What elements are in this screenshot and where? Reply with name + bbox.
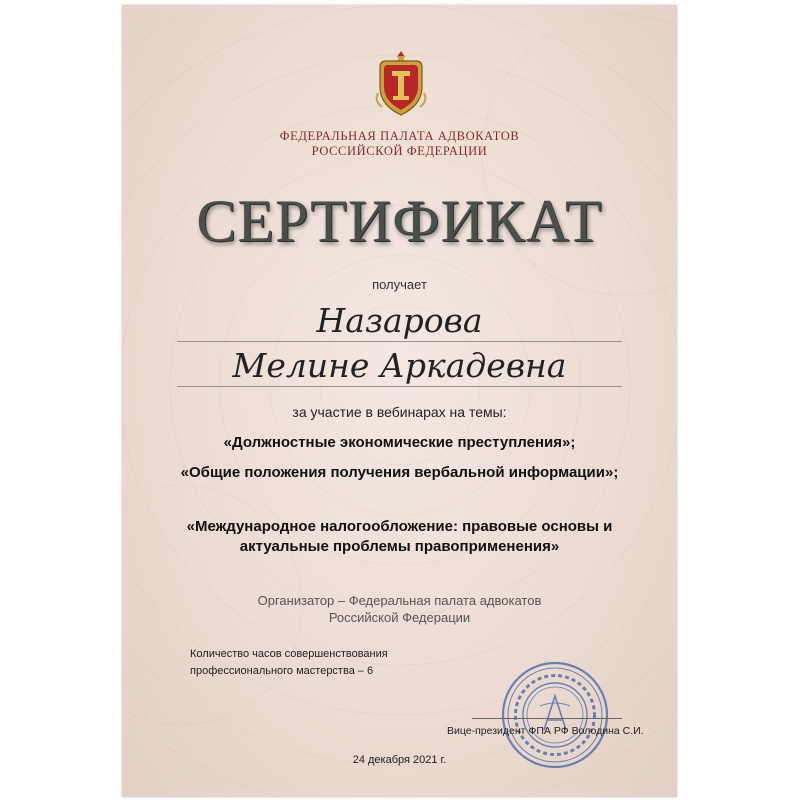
name-underline-1 xyxy=(177,341,622,342)
recipient-given-names: Мелине Аркадевна xyxy=(232,346,567,385)
certificate-sheet xyxy=(122,5,677,797)
certificate-title: СЕРТИФИКАТ xyxy=(196,188,603,254)
receives-label: получает xyxy=(372,277,427,292)
webinar-topic-3: «Международное налогообложение: правовые основы и актуальные проблемы правоприменения» xyxy=(186,518,613,555)
organization-name-line2: РОССИЙСКОЙ ФЕДЕРАЦИИ xyxy=(311,144,488,158)
organizer-line1: Организатор – Федеральная палата адвокатов xyxy=(257,593,542,608)
webinar-topic-2: «Общие положения получения вербальной информации»; xyxy=(180,464,619,481)
hours-line1: Количество часов совершенствования xyxy=(190,648,388,660)
organizer-line2: Российской Федерации xyxy=(328,610,471,625)
webinar-topic-1: «Должностные экономические преступления»; xyxy=(223,434,576,451)
name-underline-2 xyxy=(177,386,622,387)
issue-date: 24 декабря 2021 г. xyxy=(352,754,447,766)
participation-label: за участие в вебинарах на темы: xyxy=(292,404,507,420)
organization-name-line1: ФЕДЕРАЛЬНАЯ ПАЛАТА АДВОКАТОВ xyxy=(279,129,520,143)
hours-line2: профессионального мастерства – 6 xyxy=(190,665,374,677)
recipient-surname: Назарова xyxy=(316,301,483,340)
signature-line xyxy=(472,718,622,719)
bar-chamber-emblem-icon xyxy=(372,47,430,119)
signer-name: Вице-президент ФПА РФ Володина С.И. xyxy=(447,725,644,737)
